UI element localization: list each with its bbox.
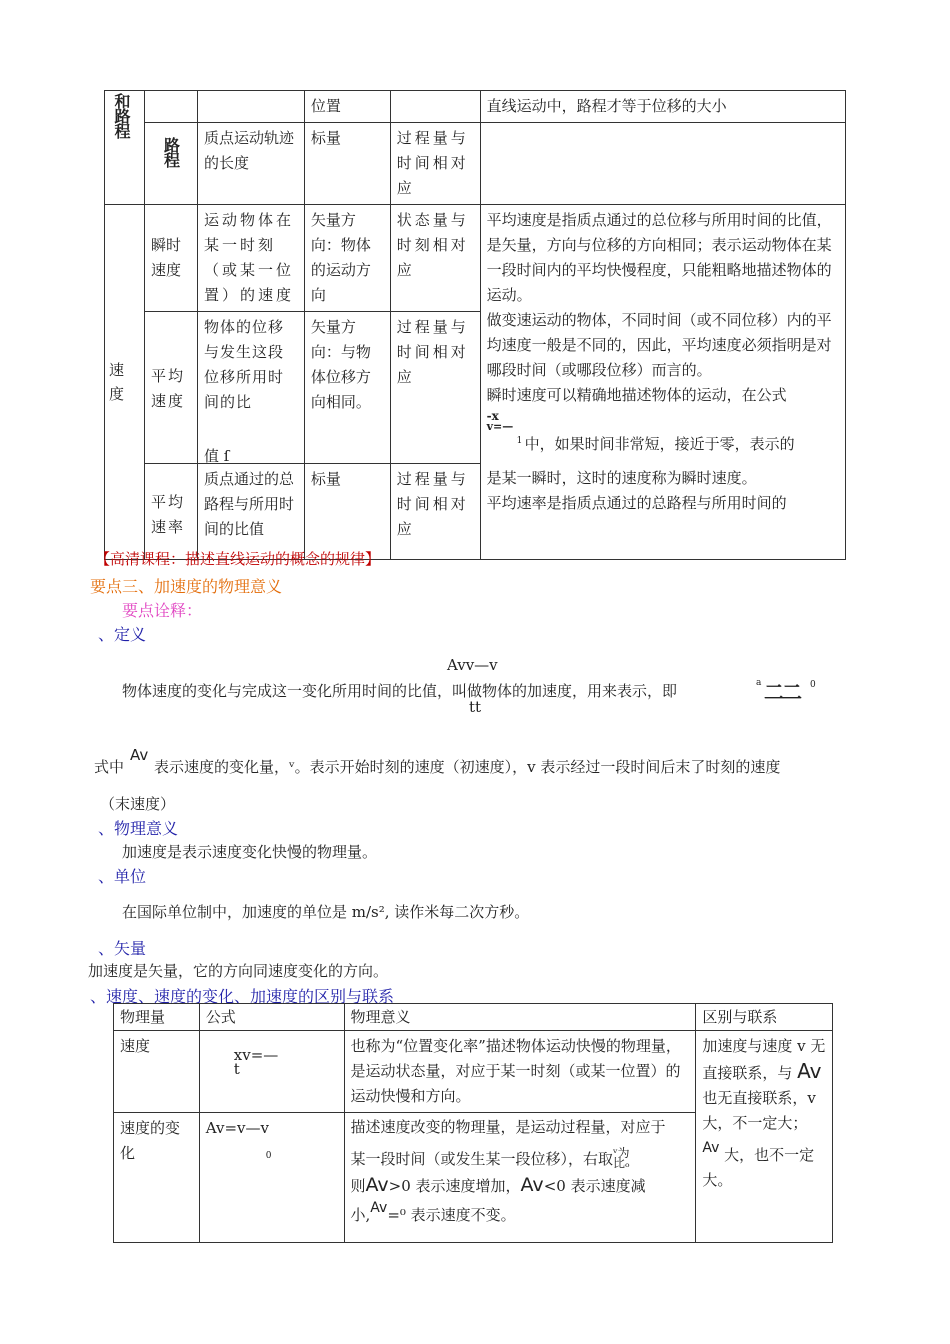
instant-speed-correspondence: 状态量与时刻相对应 <box>390 205 480 312</box>
average-velocity-label: 平均速度 <box>144 312 197 464</box>
vector-heading: 、矢量 <box>98 939 147 958</box>
average-velocity-definition: 物体的位移与发生这段位移所用时间的比 值 ſ <box>197 312 304 464</box>
compare-heading: 、速度、速度的变化、加速度的区别与联系 <box>90 987 395 1006</box>
unit-text: 在国际单位制中，加速度的单位是 m/s², 读作米每二次方秒。 <box>122 903 530 921</box>
speed-meaning: 也称为“位置变化率”描述物体运动快慢的物理量，是运动状态量，对应于某一时刻（或某一位置）的运动快慢和方向。 <box>344 1031 696 1113</box>
row-header-label: 和路程 <box>112 93 131 138</box>
speed-group-label: 速度 <box>105 205 145 560</box>
speed-name: 速度 <box>114 1031 200 1113</box>
explain-heading: 要点诠释： <box>122 601 203 620</box>
note-average-rate: 平均速率是指质点通过的总路程与所用时间的 <box>486 494 787 512</box>
col-header-formula: 公式 <box>199 1004 344 1031</box>
accel-formula-bottom: tt <box>469 698 482 716</box>
point3-heading: 要点三、加速度的物理意义 <box>90 577 283 596</box>
note-instant-definition: 是某一瞬时，这时的速度称为瞬时速度。 <box>486 469 757 487</box>
where-end: （末速度） <box>100 795 176 813</box>
physical-meaning-text: 加速度是表示速度变化快慢的物理量。 <box>122 843 378 861</box>
speed-formula: xv=— t <box>199 1031 344 1113</box>
definition-text: 物体速度的变化与完成这一变化所用时间的比值，叫做物体的加速度，用来表示，即 <box>122 682 678 700</box>
col-header-relation: 区别与联系 <box>696 1004 833 1031</box>
accel-formula-eq: 二二 <box>764 680 800 704</box>
cell-position: 位置 <box>304 91 390 123</box>
velocity-change-formula: Av=v—v 0 <box>199 1113 344 1243</box>
unit-heading: 、单位 <box>98 867 147 886</box>
instant-speed-definition: 运动物体在某一时刻（或某一位置）的速度 <box>197 205 304 312</box>
average-velocity-correspondence: 过程量与时间相对应 <box>390 312 480 464</box>
instant-speed-kind: 矢量方向：物体的运动方向 <box>304 205 390 312</box>
note-top: 直线运动中，路程才等于位移的大小 <box>480 91 845 123</box>
vector-text: 加速度是矢量，它的方向同速度变化的方向。 <box>88 962 389 980</box>
note-average-velocity: 平均速度是指质点通过的总位移与所用时间的比值，是矢量，方向与位移的方向相同；表示运动物体在某一段时间内的平均快慢程度，只能粗略地描述物体的运动。 <box>486 211 832 304</box>
definition-heading: 、定义 <box>98 625 147 644</box>
note-instant-formula: 瞬时速度可以精确地描述物体的运动，在公式 <box>486 386 787 404</box>
course-tag: 【高清课程：描述直线运动的概念的规律】 <box>95 550 381 568</box>
col-header-meaning: 物理意义 <box>344 1004 696 1031</box>
where-prefix: 式中 <box>94 758 125 776</box>
relation-cell: 加速度与速度 v 无直接联系，与 Av 也无直接联系，v 大，不一定大； Av 大，也不一定大。 <box>696 1031 833 1243</box>
accel-formula-a: a <box>756 678 762 688</box>
path-correspondence: 过程量与时间相对应 <box>390 123 480 205</box>
physical-meaning-heading: 、物理意义 <box>98 819 179 838</box>
velocity-change-name: 速度的变化 <box>114 1113 200 1243</box>
instant-speed-label: 瞬时速度 <box>144 205 197 312</box>
speed-notes <box>480 205 845 560</box>
average-rate-label: 平均速率 <box>144 464 197 560</box>
path-label: 路程 <box>144 123 197 205</box>
where-text: 表示速度的变化量，ᵛ。表示开始时刻的速度（初速度），v 表示经过一段时间后末了时刻的速度 <box>154 758 781 776</box>
average-velocity-kind: 矢量方向：与物体位移方向相同。 <box>304 312 390 464</box>
average-rate-correspondence: 过程量与时间相对应 <box>390 464 480 560</box>
row-header-displacement-path <box>105 91 145 205</box>
col-header-quantity: 物理量 <box>114 1004 200 1031</box>
path-definition: 质点运动轨迹的长度 <box>197 123 304 205</box>
concept-table <box>104 90 846 560</box>
path-kind: 标量 <box>304 123 390 205</box>
note-variable-motion: 做变速运动的物体，不同时间（或不同位移）内的平均速度一般是不同的，因此，平均速度必须指明是对哪段时间（或哪段位移）而言的。 <box>486 311 832 379</box>
note-formula-block: -x v=— 1 中，如果时间非常短，接近于零，表示的 <box>486 409 795 453</box>
average-rate-kind: 标量 <box>304 464 390 560</box>
where-delta-v: Av <box>130 746 149 764</box>
velocity-change-meaning: 描述速度改变的物理量，是运动过程量，对应于 某一段时间（或发生某一段位移），右取ᵛ为 比ₒ 则Av>0 表示速度增加，Av<0 表示速度减 小,Av=⁰ 表示速度不变。 <box>344 1113 696 1243</box>
accel-formula-sub0: 0 <box>810 680 816 690</box>
comparison-table <box>113 1003 833 1243</box>
average-rate-definition: 质点通过的总路程与所用时间的比值 <box>197 464 304 560</box>
accel-formula-top: Avv—v <box>447 656 498 674</box>
